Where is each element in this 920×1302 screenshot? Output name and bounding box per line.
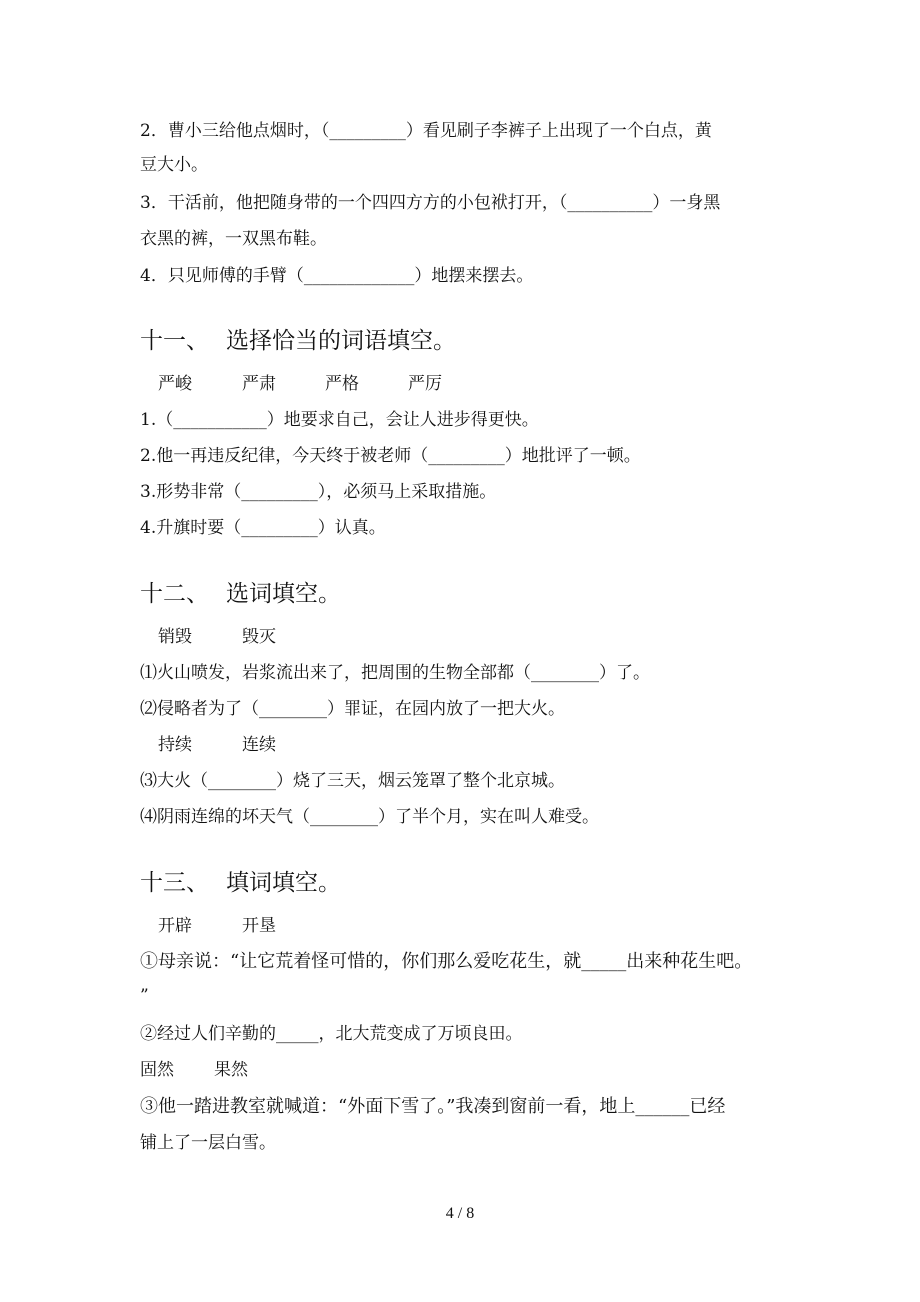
word-option: 销毁 bbox=[158, 627, 192, 647]
word-option: 严肃 bbox=[242, 374, 276, 394]
word-option: 持续 bbox=[158, 735, 192, 755]
section-13-title: 填词填空。 bbox=[226, 870, 341, 896]
section-13-item-1-line-1: ①母亲说：“让它荒着怪可惜的，你们那么爱吃花生，就_____出来种花生吧。 bbox=[140, 951, 753, 972]
section-13-item-3-line-2: 铺上了一层白雪。 bbox=[140, 1133, 276, 1153]
section-11-item-4: 4.升旗时要（_________）认真。 bbox=[140, 518, 386, 538]
page-number: 4 / 8 bbox=[445, 1205, 475, 1222]
word-option: 严格 bbox=[325, 374, 359, 394]
section-13-item-1-line-2: ” bbox=[140, 986, 149, 1006]
section-11-item-3: 3.形势非常（_________），必须马上采取措施。 bbox=[140, 482, 497, 502]
section-11-heading bbox=[140, 327, 456, 355]
section-12-title: 选词填空。 bbox=[226, 581, 341, 607]
word-option: 开辟 bbox=[158, 916, 192, 936]
section-13-heading bbox=[140, 869, 341, 897]
question-3-line-1: 3．干活前，他把随身带的一个四四方方的小包袱打开，（__________）一身黑 bbox=[140, 193, 721, 213]
section-11-item-2: 2.他一再违反纪律，今天终于被老师（_________）地批评了一顿。 bbox=[140, 446, 641, 466]
question-3-line-2: 衣黑的裤，一双黑布鞋。 bbox=[140, 229, 327, 249]
section-12-item-2: ⑵侵略者为了（________）罪证，在园内放了一把大火。 bbox=[140, 699, 565, 719]
section-13-number: 十三、 bbox=[140, 870, 209, 896]
section-12-heading bbox=[140, 580, 341, 608]
word-option: 果然 bbox=[214, 1060, 248, 1080]
question-2-line-2: 豆大小。 bbox=[140, 155, 208, 175]
word-option: 开垦 bbox=[242, 916, 276, 936]
word-option: 毁灭 bbox=[242, 627, 276, 647]
section-11-item-1: 1.（___________）地要求自己，会让人进步得更快。 bbox=[140, 410, 539, 430]
section-11-number: 十一、 bbox=[140, 328, 209, 354]
section-12-item-3: ⑶大火（________）烧了三天，烟云笼罩了整个北京城。 bbox=[140, 771, 565, 791]
word-option: 严峻 bbox=[158, 374, 192, 394]
word-option: 连续 bbox=[242, 735, 276, 755]
section-13-item-3-line-1: ③他一踏进教室就喊道：“外面下雪了。”我凑到窗前一看，地上______已经 bbox=[140, 1096, 726, 1117]
section-13-item-2: ②经过人们辛勤的_____，北大荒变成了万顷良田。 bbox=[140, 1024, 523, 1044]
word-option: 严厉 bbox=[408, 374, 442, 394]
section-11-title: 选择恰当的词语填空。 bbox=[226, 328, 456, 354]
word-option: 固然 bbox=[140, 1060, 174, 1080]
question-4: 4．只见师傅的手臂（_____________）地摆来摆去。 bbox=[140, 266, 534, 286]
section-12-item-4: ⑷阴雨连绵的坏天气（________）了半个月，实在叫人难受。 bbox=[140, 807, 599, 827]
question-2-line-1: 2．曹小三给他点烟时，（_________）看见刷子李裤子上出现了一个白点，黄 bbox=[140, 121, 712, 141]
section-12-item-1: ⑴火山喷发，岩浆流出来了，把周围的生物全部都（________）了。 bbox=[140, 663, 650, 683]
section-12-number: 十二、 bbox=[140, 581, 209, 607]
